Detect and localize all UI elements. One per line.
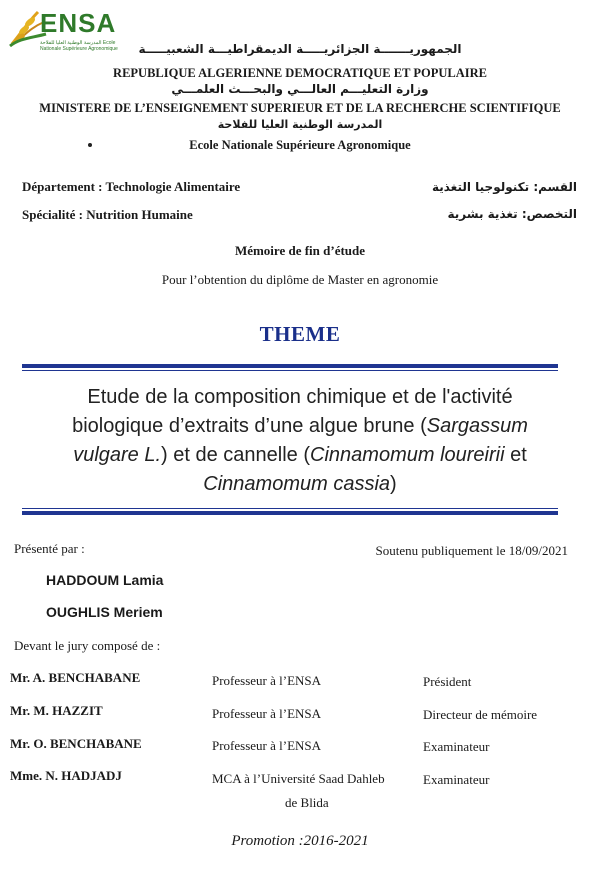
- jury-function: Directeur de mémoire: [423, 707, 538, 722]
- speciality-ar: التخصص: تغذية بشرية: [447, 207, 577, 221]
- thesis-title: [40, 383, 560, 499]
- header-ar-school: المدرسة الوطنية العليا للفلاحة: [217, 118, 383, 131]
- jury-function: Examinateur: [423, 739, 490, 754]
- jury-name: Mr. O. BENCHABANE: [10, 736, 142, 751]
- memoire-label: Mémoire de fin d’étude: [234, 243, 366, 258]
- title-species-cassia: Cinnamomum cassia: [203, 473, 391, 495]
- jury-name: Mr. A. BENCHABANE: [10, 670, 141, 685]
- title-species-loureirii: Cinnamomum loureirii: [310, 444, 505, 466]
- jury-function: Président: [423, 674, 472, 689]
- title-species-sargassum: Sargassum vulgare L.: [73, 415, 528, 466]
- jury-role: Professeur à l’ENSA: [212, 706, 322, 721]
- bottom-rule: [22, 508, 558, 515]
- department-fr: Département : Technologie Alimentaire: [22, 179, 241, 194]
- department-ar: القسم: تكنولوجيا التغذية: [431, 180, 577, 194]
- jury-name: Mme. N. HADJADJ: [10, 768, 122, 783]
- top-rule: [22, 364, 558, 371]
- speciality-fr: Spécialité : Nutrition Humaine: [22, 207, 193, 222]
- student-name: HADDOUM Lamia: [46, 572, 164, 588]
- title-part2: ) et de cannelle (: [161, 444, 311, 466]
- title-part3: et: [504, 444, 527, 466]
- promotion-label: Promotion :2016-2021: [231, 833, 369, 849]
- header-fr-ministry: MINISTERE DE L’ENSEIGNEMENT SUPERIEUR ET DE LA RECHERCHE SCIENTIFIQUE: [39, 101, 561, 115]
- jury-name: Mr. M. HAZZIT: [10, 703, 103, 718]
- jury-role: Professeur à l’ENSA: [212, 673, 322, 688]
- header-ar-republic: الجمهوريـــــــة الجزائريـــــة الديمقراطيـــة الشعبيـــــة: [138, 42, 462, 56]
- theme-heading: THEME: [259, 322, 341, 346]
- jury-label: Devant le jury composé de :: [14, 638, 161, 653]
- title-part1: Etude de la composition chimique et de l'activité biologique d’extraits d’une algue brune (: [72, 386, 513, 437]
- jury-role: Professeur à l’ENSA: [212, 738, 322, 753]
- logo-text: ENSA: [40, 8, 117, 38]
- jury-role: MCA à l’Université Saad Dahleb: [212, 771, 385, 786]
- bullet-dot: [88, 143, 92, 147]
- header-fr-school: Ecole Nationale Supérieure Agronomique: [189, 138, 411, 152]
- student-name: OUGHLIS Meriem: [46, 604, 163, 620]
- jury-function: Examinateur: [423, 772, 490, 787]
- header-fr-republic: REPUBLIQUE ALGERIENNE DEMOCRATIQUE ET POPULAIRE: [113, 66, 487, 80]
- title-part4: ): [390, 473, 397, 495]
- defense-date: Soutenu publiquement le 18/09/2021: [375, 543, 568, 558]
- presented-by-label: Présenté par :: [14, 541, 85, 556]
- logo-subtitle: المدرسة الوطنية العليا للفلاحة Ecole Nationale Supérieure Agronomique: [40, 40, 118, 52]
- header-ar-ministry: وزارة التعليـــم العالـــي والبحـــث العلمـــي: [171, 82, 429, 96]
- obtention-label: Pour l’obtention du diplôme de Master en agronomie: [161, 272, 439, 287]
- jury-role-continued: de Blida: [285, 795, 329, 810]
